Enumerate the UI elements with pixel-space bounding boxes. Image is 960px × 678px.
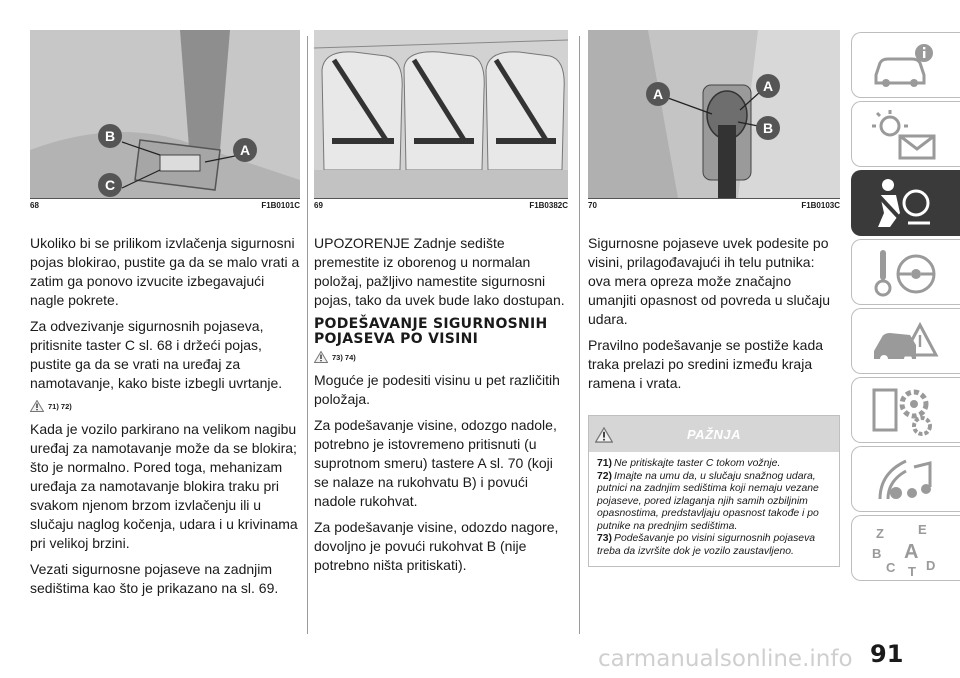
paragraph: UPOZORENJE Zadnje sedište premestite iz oborenog u normalan položaj, pažljivo namestite sigurnosni pojas, tako da uvek bude lako dostupan. [314,235,565,308]
index-letter: T [908,564,916,576]
warning-triangle-icon [30,400,44,412]
warning-reference [30,400,300,412]
tab-safety[interactable] [851,170,960,236]
warning-box-body [589,452,839,566]
figure-caption [588,198,840,212]
tab-multimedia[interactable] [851,446,960,512]
index-letter: D [926,558,936,573]
figure-number: 69 [314,201,323,210]
warning-reference [314,351,568,363]
tab-emergency[interactable] [851,308,960,374]
column-2-text [314,234,568,575]
paragraph: Kada je vozilo parkirano na velikom nagibu uređaj za namotavanje može da se blokira; što je normalno. Pored toga, mehanizam uređaja za namotavanje blokira traku pri svakom njenom brzom izvlačenju ili u slučaju naglog kočenja, udara i u krivinama pri velikoj brzini. [30,421,298,551]
column-divider [579,36,580,634]
key-steering-wheel-icon [870,246,940,300]
index-letter: B [872,546,882,561]
figure-code: F1B0101C [261,201,300,210]
tab-car-info[interactable] [851,32,960,98]
warning-ref-numbers: 73) 74) [332,352,356,362]
figure-68-belt-buckle [30,30,300,198]
warning-lights-icon [870,108,940,162]
figure-label: B [104,128,116,144]
warning-box-title: PAŽNJA [686,426,742,442]
emergency-car-icon [870,315,940,369]
tab-starting-driving[interactable] [851,239,960,305]
paragraph: Moguće je podesiti visinu u pet različitih položaja. [314,372,560,407]
watermark: carmanualsonline.info [598,646,853,672]
column-1-text [30,234,300,598]
warning-item-number: 71) [597,458,613,469]
warning-box [588,415,840,567]
warning-ref-numbers: 71) 72) [48,401,72,411]
warning-item-number: 72) [597,470,613,482]
warning-item-text: Podešavanje po visini sigurnosnih pojaseva treba da izvršite dok je vozilo zaustavljeno. [597,533,816,557]
figure-code: F1B0382C [529,201,568,210]
column-divider [307,36,308,634]
paragraph: Za odvezivanje sigurnosnih pojaseva, pritisnite taster C sl. 68 i držeći pojas, pustite ga da se vrati na uređaj za namotavanje, kako biste izbegli uvrtanje. [30,318,283,391]
figure-70-labels [588,30,840,198]
figure-label: A [762,78,774,94]
section-heading: PODEŠAVANJE SIGURNOSNIH POJASEVA PO VISINI [314,316,548,347]
figure-68-labels [30,30,300,198]
index-letter: C [886,560,896,575]
paragraph: Vezati sigurnosne pojaseve na zadnjim sedištima kao što je prikazano na sl. 69. [30,561,279,596]
figure-code: F1B0103C [801,201,840,210]
figure-number: 68 [30,201,39,210]
column-3 [588,30,840,567]
maintenance-gears-icon [870,384,940,438]
figure-label: A [239,142,251,158]
warning-item-number: 73) [597,533,613,544]
figure-caption [314,198,568,212]
index-letter: A [904,541,919,563]
paragraph: Za podešavanje visine, odozgo nadole, potrebno je istovremeno pritisnuti (u suprotnom smeru) tastere A sl. 70 (koji se nalaze na rukohvatu B) i povući nadole rukohvat. [314,417,557,509]
column-3-text [588,234,840,393]
figure-69-rear-seats [314,30,568,198]
alphabetical-index-icon [870,522,940,576]
column-1 [30,30,300,605]
warning-triangle-icon [595,427,613,443]
index-letter: E [918,522,927,537]
figure-number: 70 [588,201,597,210]
chapter-tabs [851,32,960,584]
warning-item [597,471,831,534]
warning-item-text: Ne pritiskajte taster C tokom vožnje. [614,458,781,469]
warning-item [597,458,831,471]
car-info-icon [870,39,940,93]
warning-item [597,533,831,558]
paragraph: Sigurnosne pojaseve uvek podesite po visini, prilagođavajući ih telu putnika: ova mera opreza može značajno umanjiti opasnost od povreda u slučaju udara. [588,235,831,327]
figure-label: A [652,86,664,102]
warning-item-text: Imajte na umu da, u slučaju snažnog udara, putnici na zadnjim sedištima koji nemaju vezane pojaseve, pored izlaganja njih samih ozbiljnim opasnostima, predstavljaju opasnost takođe i po putnike na prednjim sedištima. [597,470,819,532]
tab-index[interactable] [851,515,960,581]
rear-seats-illustration [314,30,568,198]
page-number: 91 [870,640,904,668]
paragraph: Pravilno podešavanje se postiže kada traka prelazi po sredini između kraja ramena i vrata. [588,337,824,391]
warning-triangle-icon [314,351,328,363]
warning-box-header [589,416,839,452]
figure-70-height-adjuster [588,30,840,198]
seatbelt-airbag-icon [870,177,940,231]
paragraph: Za podešavanje visine, odozdo nagore, dovoljno je povući rukohvat B (nije potrebno ništa pritiskati). [314,519,559,573]
figure-label: C [104,177,116,193]
tab-maintenance[interactable] [851,377,960,443]
figure-label: B [762,120,774,136]
column-2 [314,30,568,582]
figure-caption [30,198,300,212]
paragraph: Ukoliko bi se prilikom izvlačenja sigurnosni pojas blokirao, pustite ga da se malo vrati a zatim ga ponovo izvucite izbegavajući nagle pokrete. [30,235,300,308]
tab-warning-lights[interactable] [851,101,960,167]
index-letter: Z [876,526,884,541]
multimedia-icon [870,453,940,507]
